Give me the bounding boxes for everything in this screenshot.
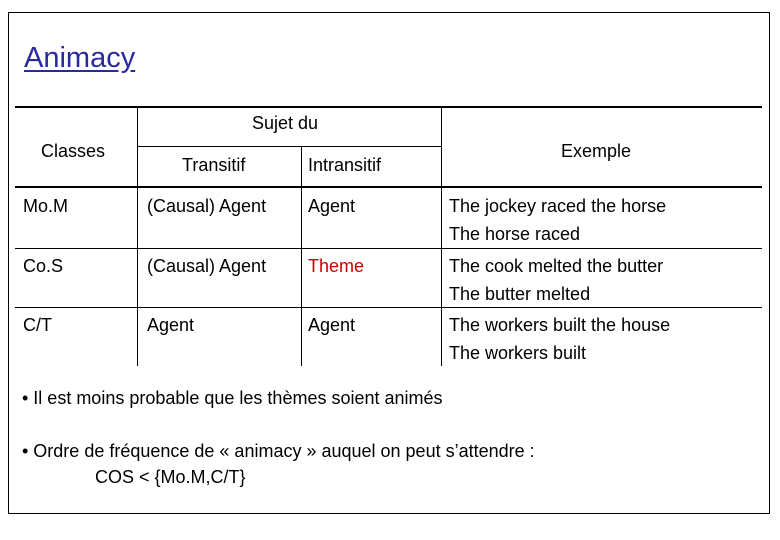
table-row-mom-transitif: (Causal) Agent — [147, 196, 267, 216]
table-divider — [441, 108, 442, 366]
table-divider — [15, 248, 762, 249]
table-row-cos-exemple2: The butter melted — [449, 284, 591, 304]
slide-title: Animacy — [24, 42, 136, 74]
table-row-ct-intransitif: Agent — [308, 315, 356, 335]
table-row-ct-classe: C/T — [23, 315, 52, 335]
table-row-cos-transitif: (Causal) Agent — [147, 256, 267, 276]
table-divider — [137, 146, 441, 147]
header-classes: Classes — [41, 141, 106, 161]
table-divider — [15, 307, 762, 308]
table-row-ct-exemple2: The workers built — [449, 343, 587, 363]
bullet-ordre-continuation: COS < {Mo.M,C/T} — [95, 467, 246, 487]
table-divider — [301, 146, 302, 366]
bullet-ordre: • Ordre de fréquence de « animacy » auquel on peut s’attendre : — [22, 441, 535, 461]
table-row-ct-transitif: Agent — [147, 315, 195, 335]
animacy-table — [15, 106, 762, 364]
header-exemple: Exemple — [561, 141, 632, 161]
table-divider — [15, 186, 762, 188]
header-sujet-du: Sujet du — [252, 113, 319, 133]
table-row-cos-exemple1: The cook melted the butter — [449, 256, 664, 276]
table-row-mom-exemple1: The jockey raced the horse — [449, 196, 667, 216]
bullet-themes: • Il est moins probable que les thèmes soient animés — [22, 388, 443, 408]
table-row-ct-exemple1: The workers built the house — [449, 315, 671, 335]
header-intransitif: Intransitif — [308, 155, 382, 175]
table-row-cos-intransitif: Theme — [308, 256, 365, 276]
table-row-mom-exemple2: The horse raced — [449, 224, 581, 244]
table-row-mom-intransitif: Agent — [308, 196, 356, 216]
table-row-cos-classe: Co.S — [23, 256, 64, 276]
table-row-mom-classe: Mo.M — [23, 196, 68, 216]
header-transitif: Transitif — [182, 155, 246, 175]
